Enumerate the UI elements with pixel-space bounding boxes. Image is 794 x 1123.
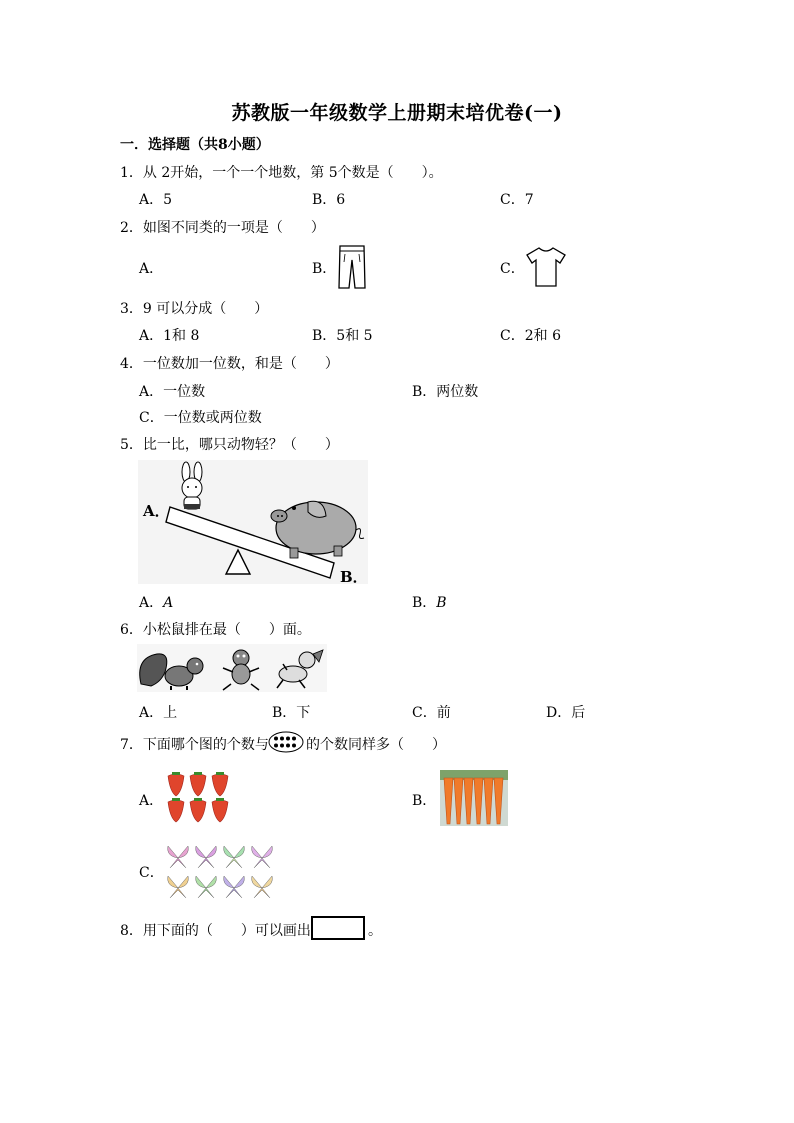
question-5-stem: 5．比一比，哪只动物轻？（ ） <box>120 437 339 453</box>
q7-option-a[interactable]: A． <box>139 793 164 809</box>
q1-option-b[interactable]: B．6 <box>312 192 346 208</box>
question-3-stem: 3．9 可以分成（ ） <box>120 301 269 317</box>
rectangle-figure <box>311 916 365 940</box>
figure-label-a: A． <box>143 502 170 520</box>
figure-label-b: B． <box>340 568 368 586</box>
pants-icon <box>337 244 367 290</box>
q7-option-c[interactable]: C． <box>139 865 164 881</box>
q5-option-b[interactable] <box>412 592 447 612</box>
question-1-stem: 1．从 2开始，一个一个地数，第 5个数是（ ）。 <box>120 165 443 181</box>
q6-option-d[interactable]: D．后 <box>546 705 586 721</box>
question-7-stem-part2: 的个数同样多（ ） <box>306 737 446 753</box>
q3-option-a[interactable]: A．1和 8 <box>139 328 200 344</box>
question-4-stem: 4．一位数加一位数，和是（ ） <box>120 356 339 372</box>
q7-option-b[interactable]: B． <box>412 793 437 809</box>
dots-oval-figure <box>268 731 304 753</box>
question-7-stem-part1: 7．下面哪个图的个数与 <box>120 737 269 753</box>
question-8-stem-part1: 8．用下面的（ ）可以画出 <box>120 923 311 939</box>
animals-row-figure <box>137 644 327 692</box>
q4-option-b[interactable]: B．两位数 <box>412 384 479 400</box>
q3-option-b[interactable]: B．5和 5 <box>312 328 373 344</box>
strawberries-figure <box>164 770 234 826</box>
q5-option-b-letter: B <box>436 595 447 611</box>
carrots-figure <box>440 770 508 826</box>
q1-option-a[interactable]: A．5 <box>139 192 173 208</box>
q2-option-a[interactable]: A． <box>139 261 164 277</box>
q5-option-a-prefix: A． <box>139 595 164 611</box>
section-heading: 一．选择题（共8小题） <box>120 137 270 153</box>
q2-option-b[interactable]: B． <box>312 261 337 277</box>
q3-option-c[interactable]: C．2和 6 <box>500 328 561 344</box>
q6-option-b[interactable]: B．下 <box>272 705 311 721</box>
q4-option-a[interactable]: A．一位数 <box>139 384 206 400</box>
butterflies-figure <box>164 842 284 902</box>
question-6-stem: 6．小松鼠排在最（ ）面。 <box>120 622 311 638</box>
q1-option-c[interactable]: C．7 <box>500 192 534 208</box>
q6-option-a[interactable]: A．上 <box>139 705 178 721</box>
q5-option-b-prefix: B． <box>412 595 437 611</box>
page-title: 苏教版一年级数学上册期末培优卷(一) <box>231 102 563 124</box>
q5-option-a[interactable] <box>139 592 173 612</box>
q5-option-a-letter: A <box>163 595 174 611</box>
q6-option-c[interactable]: C．前 <box>412 705 451 721</box>
question-2-stem: 2．如图不同类的一项是（ ） <box>120 220 325 236</box>
q2-option-c[interactable]: C． <box>500 261 525 277</box>
question-8-stem-part2: 。 <box>368 923 382 939</box>
q4-option-c[interactable]: C．一位数或两位数 <box>139 410 262 426</box>
seesaw-figure <box>138 460 368 584</box>
tshirt-icon <box>525 246 567 288</box>
